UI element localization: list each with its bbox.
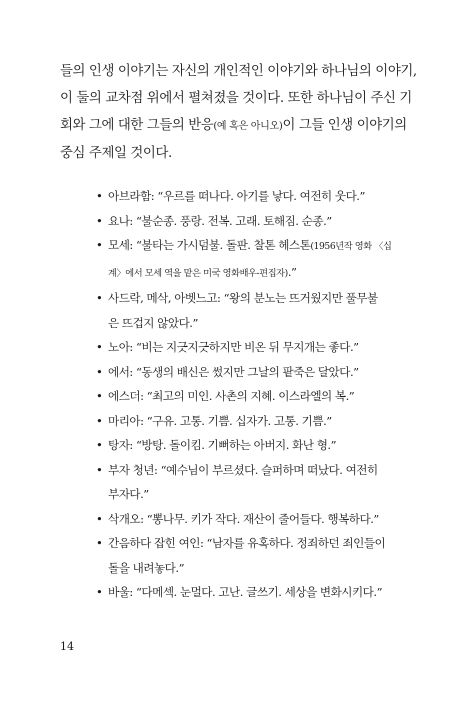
item-text: 아브라함: “우르를 떠나다. 아기를 낳다. 여전히 웃다.” (108, 189, 365, 203)
list-item (98, 433, 400, 458)
item-text: 은 뜨겁지 않았다.” (108, 315, 198, 330)
item-text: 부자 청년: “예수님이 부르셨다. 슬퍼하며 떠났다. 여전히 (108, 462, 378, 477)
bullet-icon: • (96, 340, 103, 354)
list-item (98, 531, 400, 580)
item-text: 에서: “동생의 배신은 썼지만 그날의 팥죽은 달았다.” (108, 364, 359, 379)
list-item (98, 409, 400, 434)
bullet-icon: • (96, 536, 103, 550)
bullet-icon: • (96, 462, 103, 477)
bullet-icon: • (96, 438, 103, 452)
item-text: 삭개오: “뽕나무. 키가 작다. 재산이 줄어들다. 행복하다.” (108, 511, 379, 526)
item-note: (1956년작 영화 〈십 (310, 241, 392, 252)
item-text: 모세: “불타는 가시덤불. 돌판. 찰톤 헤스톤 (108, 238, 311, 252)
bullet-icon: • (96, 213, 103, 228)
item-note: 계〉에서 모세 역을 맡은 미국 영화배우-편집자) (108, 267, 288, 279)
item-text: 부자다.” (108, 487, 149, 501)
list-item (98, 458, 400, 507)
intro-text: 이 그들 인생 이야기의 (282, 118, 407, 133)
intro-line: 이 둘의 교차점 위에서 펼쳐졌을 것이다. 또한 하나님이 주신 기 (60, 91, 412, 106)
item-text: .” (287, 264, 297, 279)
bullet-icon: • (96, 291, 103, 305)
list-item (98, 580, 400, 605)
item-text: 돌을 내려놓다.” (108, 560, 184, 575)
bullet-icon: • (96, 364, 103, 379)
list-item (98, 384, 400, 409)
bullet-icon: • (96, 413, 103, 428)
item-text: 사드락, 메삭, 아벳느고: “왕의 분노는 뜨거웠지만 풀무불 (108, 291, 378, 305)
intro-paragraph (60, 58, 417, 167)
list-item (98, 335, 400, 360)
item-text: 바울: “다메섹. 눈멀다. 고난. 글쓰기. 세상을 변화시키다.” (108, 585, 382, 599)
item-text: 탕자: “방탕. 돌이킴. 기뻐하는 아버지. 화난 형.” (108, 438, 337, 452)
intro-text: 회와 그에 대한 그들의 반응 (60, 118, 214, 133)
item-text-line (108, 233, 400, 260)
bullet-icon: • (96, 585, 103, 599)
page-number: 14 (60, 640, 74, 653)
item-text-line (108, 260, 400, 287)
item-text: 요나: “불순종. 풍랑. 전복. 고래. 토해짐. 순종.” (108, 213, 332, 228)
list-item (98, 184, 400, 209)
intro-aside: (예 혹은 아니오) (213, 121, 283, 132)
bullet-icon: • (96, 389, 103, 403)
list-item (98, 360, 400, 385)
list-item (98, 286, 400, 335)
bullet-icon: • (96, 238, 103, 252)
item-text: 에스더: “최고의 미인. 사촌의 지혜. 이스라엘의 복.” (108, 389, 355, 403)
bullet-icon: • (96, 189, 103, 203)
intro-line: 중심 주제일 것이다. (60, 146, 172, 161)
character-summary-list (98, 184, 400, 605)
item-text: 마리아: “구유. 고통. 기쁨. 십자가. 고통. 기쁨.” (108, 413, 332, 428)
item-text: 노아: “비는 지긋지긋하지만 비온 뒤 무지개는 좋다.” (108, 340, 359, 354)
item-text: 간음하다 잡힌 여인: “남자를 유혹하다. 정죄하던 죄인들이 (108, 536, 386, 550)
bullet-icon: • (96, 511, 103, 526)
intro-line: 들의 인생 이야기는 자신의 개인적인 이야기와 하나님의 이야기, (60, 64, 417, 79)
list-item (98, 209, 400, 234)
intro-line (60, 112, 410, 140)
list-item (98, 507, 400, 532)
list-item (98, 233, 400, 286)
